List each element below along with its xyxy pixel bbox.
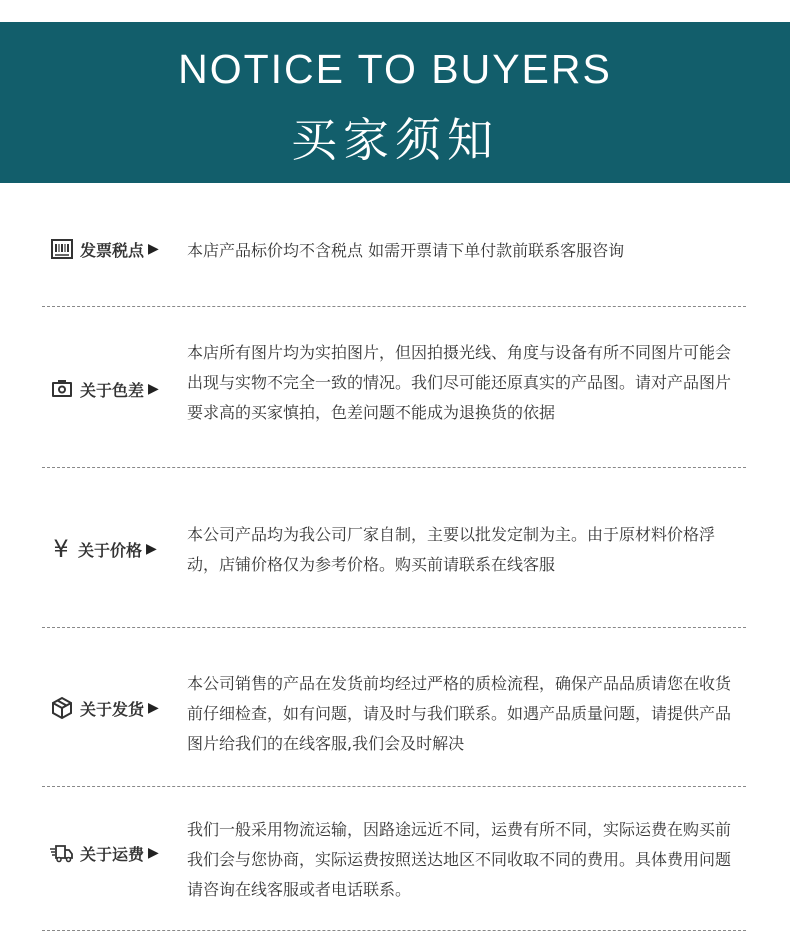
divider (42, 930, 746, 931)
divider (42, 627, 746, 628)
section-label-invoice (50, 237, 159, 261)
section-label-text: 关于发货 (80, 699, 145, 719)
arrow-right-icon: ▶ (148, 381, 159, 397)
section-text-shipping: 本公司销售的产品在发货前均经过严格的质检流程，确保产品品质请您在收货前仔细检查，如有问题，请及时与我们联系。如遇产品质量问题，请提供产品图片给我们的在线客服,我们会及时解决 (187, 674, 732, 753)
section-label-color (50, 377, 159, 401)
yen-icon: ¥ (53, 535, 69, 563)
section-label-freight (50, 841, 159, 865)
section-label-text: 关于运费 (80, 844, 145, 864)
header-title-cn: 买家须知 (291, 113, 499, 167)
section-label-price (50, 537, 157, 561)
arrow-right-icon: ▶ (146, 541, 157, 557)
section-label-text: 关于色差 (80, 380, 145, 400)
arrow-right-icon: ▶ (148, 845, 159, 861)
camera-icon (50, 377, 74, 401)
divider (42, 467, 746, 468)
delivery-truck-icon (50, 841, 74, 865)
divider (42, 786, 746, 787)
header-banner (0, 22, 790, 183)
invoice-icon (50, 237, 74, 261)
section-label-text: 发票税点 (80, 240, 145, 260)
section-text-invoice: 本店产品标价均不含税点 如需开票请下单付款前联系客服咨询 (187, 241, 625, 260)
section-label-shipping (50, 696, 159, 720)
section-text-color: 本店所有图片均为实拍图片，但因拍摄光线、角度与设备有所不同图片可能会出现与实物不完全一致的情况。我们尽可能还原真实的产品图。请对产品图片要求高的买家慎拍，色差问题不能成为退换货的依据 (187, 343, 732, 422)
arrow-right-icon: ▶ (148, 241, 159, 257)
section-text-price: 本公司产品均为我公司厂家自制，主要以批发定制为主。由于原材料价格浮动，店铺价格仅为参考价格。购买前请联系在线客服 (187, 525, 716, 574)
section-text-freight: 我们一般采用物流运输，因路途远近不同，运费有所不同，实际运费在购买前我们会与您协商，实际运费按照送达地区不同收取不同的费用。具体费用问题请咨询在线客服或者电话联系。 (187, 820, 732, 899)
divider (42, 306, 746, 307)
section-label-text: 关于价格 (78, 540, 143, 560)
arrow-right-icon: ▶ (148, 700, 159, 716)
package-icon (50, 696, 74, 720)
header-title-en: NOTICE TO BUYERS (178, 46, 612, 92)
